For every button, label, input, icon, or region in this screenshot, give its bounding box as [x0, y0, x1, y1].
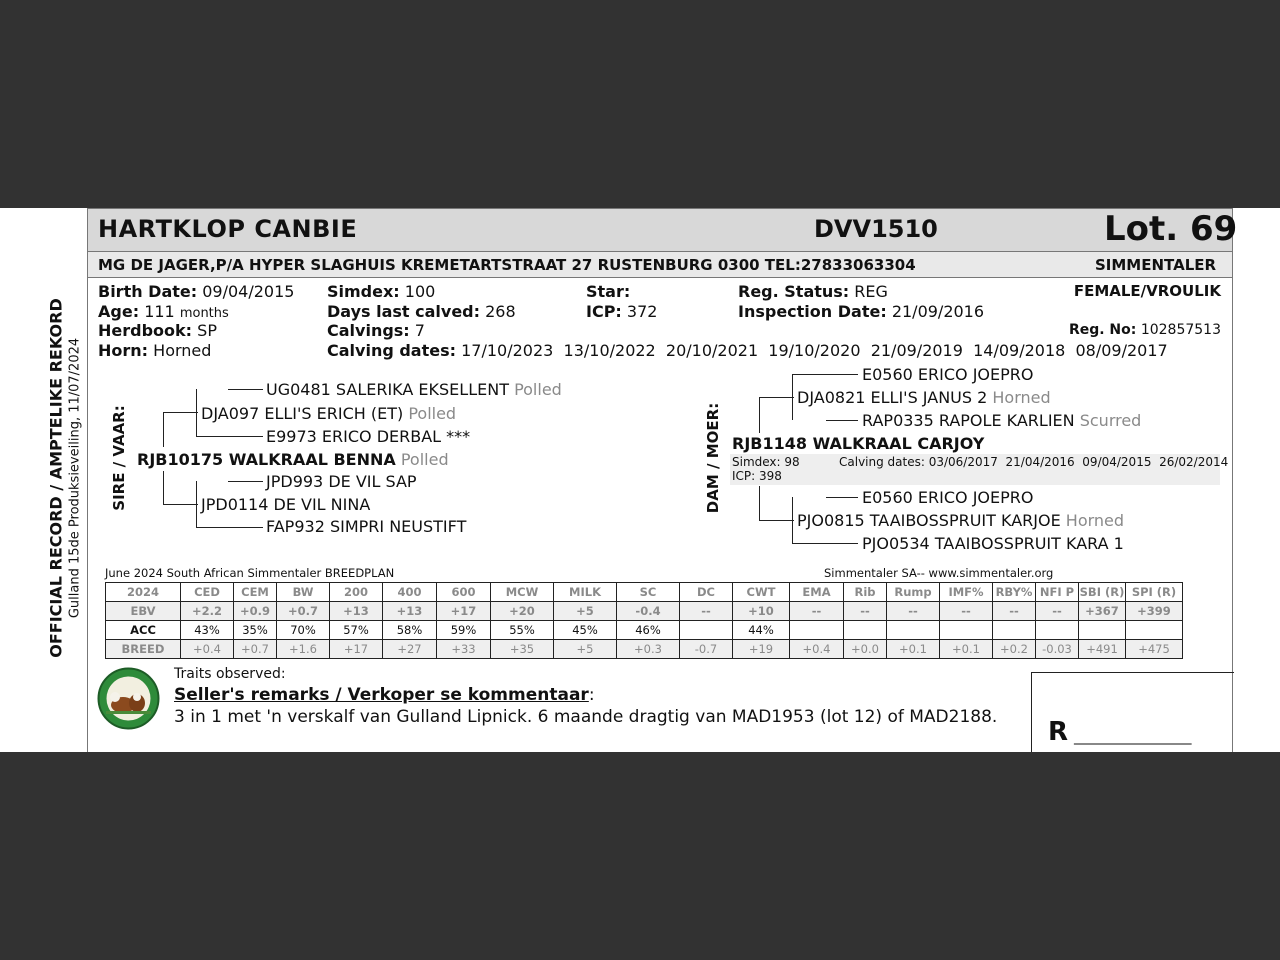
- pedigree-line: [163, 412, 164, 447]
- table-cell: +5: [554, 602, 617, 621]
- sire-sire-dam: E9973 ERICO DERBAL ***: [266, 427, 471, 446]
- dam-icp: ICP: 398: [732, 469, 782, 483]
- animal-code: DVV1510: [814, 215, 938, 243]
- table-header: IMF%: [940, 583, 993, 602]
- pedigree-line: [759, 397, 794, 398]
- dam-label: DAM / MOER:: [704, 402, 722, 514]
- table-cell: 70%: [277, 621, 330, 640]
- table-header: SPI (R): [1126, 583, 1183, 602]
- pedigree-line: [163, 412, 198, 413]
- sire-name: RJB10175 WALKRAAL BENNA Polled: [137, 450, 449, 469]
- table-cell: --: [680, 602, 733, 621]
- sire-label: SIRE / VAAR:: [110, 405, 128, 511]
- pedigree-line: [759, 397, 760, 433]
- table-cell: --: [940, 602, 993, 621]
- birth-date: Birth Date: 09/04/2015: [98, 282, 295, 301]
- dam-calving-dates: Calving dates: 03/06/2017 21/04/2016 09/04/2015 26/02/2014: [839, 455, 1229, 469]
- table-cell: +491: [1079, 640, 1126, 659]
- table-cell: +1.6: [277, 640, 330, 659]
- table-cell: +0.1: [940, 640, 993, 659]
- sale-label: Gulland 15de Produksieveiling, 11/07/2024: [67, 337, 83, 619]
- table-cell: 35%: [234, 621, 277, 640]
- table-cell: +33: [437, 640, 491, 659]
- days-last-calved: Days last calved: 268: [327, 302, 516, 321]
- table-cell: +0.4: [181, 640, 234, 659]
- table-header: Rib: [844, 583, 887, 602]
- table-cell: 45%: [554, 621, 617, 640]
- table-header: NFI P: [1036, 583, 1079, 602]
- ebv-row: [106, 602, 1183, 621]
- breedplan-website: Simmentaler SA-- www.simmentaler.org: [824, 566, 1054, 580]
- table-header: MILK: [554, 583, 617, 602]
- table-cell: --: [790, 602, 844, 621]
- table-cell: +20: [491, 602, 554, 621]
- sire-dam-dam: FAP932 SIMPRI NEUSTIFT: [266, 517, 467, 536]
- seller-remarks: 3 in 1 met 'n verskalf van Gulland Lipnick. 6 maande dragtig van MAD1953 (lot 12) of MAD2188.: [174, 707, 998, 727]
- table-cell: 58%: [383, 621, 437, 640]
- table-header: CWT: [733, 583, 790, 602]
- table-cell: [844, 621, 887, 640]
- dam-name: RJB1148 WALKRAAL CARJOY: [732, 434, 985, 453]
- table-cell: +5: [554, 640, 617, 659]
- table-cell: +0.0: [844, 640, 887, 659]
- table-header: CEM: [234, 583, 277, 602]
- table-cell: +13: [383, 602, 437, 621]
- table-cell: +17: [437, 602, 491, 621]
- table-cell: 43%: [181, 621, 234, 640]
- animal-name: HARTKLOP CANBIE: [98, 215, 358, 243]
- table-cell: --: [1036, 602, 1079, 621]
- simdex: Simdex: 100: [327, 282, 436, 301]
- pedigree-line: [196, 481, 197, 527]
- table-cell: +17: [330, 640, 383, 659]
- table-cell: +0.7: [234, 640, 277, 659]
- acc-row: [106, 621, 1183, 640]
- calving-dates: Calving dates: 17/10/2023 13/10/2022 20/10/2021 19/10/2020 21/09/2019 14/09/2018 08/09/2017: [327, 341, 1168, 360]
- table-cell: +35: [491, 640, 554, 659]
- dam-dam: PJO0815 TAAIBOSSPRUIT KARJOE Horned: [797, 511, 1125, 530]
- owner-address: MG DE JAGER,P/A HYPER SLAGHUIS KREMETARTSTRAAT 27 RUSTENBURG 0300 TEL:27833063304: [98, 256, 916, 274]
- herdbook: Herdbook: SP: [98, 321, 217, 340]
- pedigree-line: [228, 481, 263, 482]
- table-cell: +367: [1079, 602, 1126, 621]
- remarks-heading: Seller's remarks / Verkoper se kommentaar:: [174, 685, 595, 705]
- dam-simdex: Simdex: 98: [732, 455, 800, 469]
- table-cell: --: [887, 602, 940, 621]
- table-cell: +19: [733, 640, 790, 659]
- table-cell: [1126, 621, 1183, 640]
- table-header: 400: [383, 583, 437, 602]
- pedigree-line: [826, 420, 858, 421]
- table-header: Rump: [887, 583, 940, 602]
- star: Star:: [586, 282, 631, 301]
- dam-sire-dam: RAP0335 RAPOLE KARLIEN Scurred: [862, 411, 1142, 430]
- table-header: SC: [617, 583, 680, 602]
- table-cell: [887, 621, 940, 640]
- table-cell: +27: [383, 640, 437, 659]
- lot-number: Lot. 69: [1104, 209, 1238, 249]
- horn: Horn: Horned: [98, 341, 212, 360]
- dam-sire: DJA0821 ELLI'S JANUS 2 Horned: [797, 388, 1051, 407]
- table-cell: -0.03: [1036, 640, 1079, 659]
- sire-dam: JPD0114 DE VIL NINA: [201, 495, 371, 514]
- table-cell: +0.7: [277, 602, 330, 621]
- table-header: BW: [277, 583, 330, 602]
- table-cell: --: [844, 602, 887, 621]
- dam-dam-sire: E0560 ERICO JOEPRO: [862, 488, 1034, 507]
- table-cell: +0.2: [993, 640, 1036, 659]
- table-cell: -0.7: [680, 640, 733, 659]
- table-cell: [1079, 621, 1126, 640]
- table-cell: +399: [1126, 602, 1183, 621]
- table-header: MCW: [491, 583, 554, 602]
- table-cell: 59%: [437, 621, 491, 640]
- calvings: Calvings: 7: [327, 321, 425, 340]
- breedplan-caption: June 2024 South African Simmentaler BREEDPLAN: [105, 566, 395, 580]
- table-header: 600: [437, 583, 491, 602]
- table-cell: [993, 621, 1036, 640]
- table-header: 200: [330, 583, 383, 602]
- dam-sire-sire: E0560 ERICO JOEPRO: [862, 365, 1034, 384]
- sex: FEMALE/VROULIK: [1073, 282, 1221, 300]
- pedigree-line: [759, 486, 760, 520]
- simmentaler-logo-icon: [97, 667, 160, 730]
- pedigree-line: [228, 389, 263, 390]
- table-header: EMA: [790, 583, 844, 602]
- age: Age: 111 months: [98, 302, 229, 321]
- reg-status: Reg. Status: REG: [738, 282, 888, 301]
- table-cell: +0.4: [790, 640, 844, 659]
- table-cell: 44%: [733, 621, 790, 640]
- pedigree-line: [759, 520, 794, 521]
- ebv-table: [105, 582, 1183, 659]
- table-cell: --: [993, 602, 1036, 621]
- table-cell: [1036, 621, 1079, 640]
- table-cell: BREED: [106, 640, 181, 659]
- table-cell: 55%: [491, 621, 554, 640]
- table-header: SBI (R): [1079, 583, 1126, 602]
- table-cell: [680, 621, 733, 640]
- breed-row: [106, 640, 1183, 659]
- table-header: 2024: [106, 583, 181, 602]
- table-cell: -0.4: [617, 602, 680, 621]
- pedigree-line: [792, 374, 858, 375]
- table-cell: +2.2: [181, 602, 234, 621]
- table-cell: +0.9: [234, 602, 277, 621]
- table-cell: +475: [1126, 640, 1183, 659]
- table-cell: EBV: [106, 602, 181, 621]
- dam-dam-dam: PJO0534 TAAIBOSSPRUIT KARA 1: [862, 534, 1124, 553]
- sire-sire-sire: UG0481 SALERIKA EKSELLENT Polled: [266, 380, 562, 399]
- pedigree-line: [792, 497, 793, 543]
- price-currency: R: [1048, 717, 1069, 747]
- ebv-header-row: [106, 583, 1183, 602]
- price-input-line[interactable]: __________________: [1074, 729, 1191, 745]
- pedigree-line: [163, 471, 164, 504]
- reg-number: Reg. No: 102857513: [1068, 322, 1221, 338]
- pedigree-line: [196, 527, 263, 528]
- pedigree-line: [196, 436, 263, 437]
- table-cell: [790, 621, 844, 640]
- sire-sire: DJA097 ELLI'S ERICH (ET) Polled: [201, 404, 457, 423]
- pedigree-line: [792, 543, 858, 544]
- table-header: RBY%: [993, 583, 1036, 602]
- table-cell: +10: [733, 602, 790, 621]
- breed-name: SIMMENTALER: [1095, 256, 1217, 274]
- inspection-date: Inspection Date: 21/09/2016: [738, 302, 985, 321]
- pedigree-line: [826, 497, 858, 498]
- table-cell: +0.3: [617, 640, 680, 659]
- table-header: DC: [680, 583, 733, 602]
- table-cell: 46%: [617, 621, 680, 640]
- table-cell: +0.1: [887, 640, 940, 659]
- sire-dam-sire: JPD993 DE VIL SAP: [266, 472, 417, 491]
- table-header: CED: [181, 583, 234, 602]
- table-cell: 57%: [330, 621, 383, 640]
- icp: ICP: 372: [586, 302, 658, 321]
- traits-observed: Traits observed:: [174, 666, 286, 682]
- table-cell: ACC: [106, 621, 181, 640]
- pedigree-line: [163, 504, 198, 505]
- table-cell: +13: [330, 602, 383, 621]
- official-record-label: OFFICIAL RECORD / AMPTELIKE REKORD: [46, 298, 66, 658]
- table-cell: [940, 621, 993, 640]
